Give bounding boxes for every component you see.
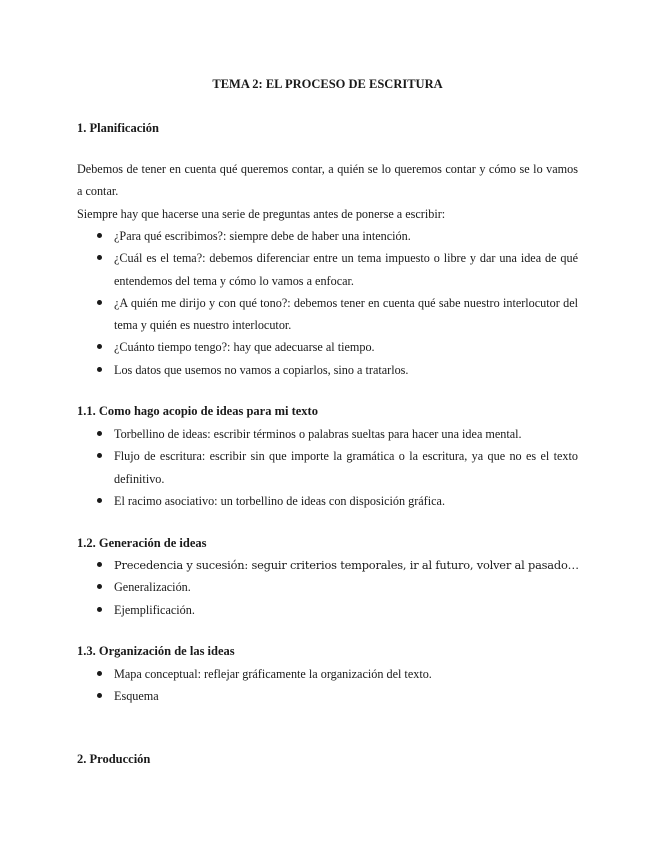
list-item [77,423,578,445]
bullet-icon [97,367,102,372]
bullet-icon [97,498,102,503]
bullet-icon [97,431,102,436]
list-item-text: El racimo asociativo: un torbellino de ideas con disposición gráfica. [114,493,445,508]
planificacion-list [77,225,578,381]
list-item [77,292,578,337]
list-item [77,576,578,598]
list-item [77,247,578,292]
list-item-text: ¿Cuánto tiempo tengo?: hay que adecuarse al tiempo. [114,340,375,355]
organizacion-list [77,663,578,708]
list-item-text: Flujo de escritura: escribir sin que importe la gramática o la escritura, ya que no es el texto definitivo. [114,449,578,486]
list-item [77,225,578,247]
list-item [77,445,578,490]
list-item-text: ¿Para qué escribimos?: siempre debe de haber una intención. [114,229,411,243]
list-item-text: Ejemplificación. [114,602,195,617]
bullet-icon [97,584,102,589]
list-item-text: ¿Cuál es el tema?: debemos diferenciar entre un tema impuesto o libre y dar una idea de qué entendemos del tema y cómo lo vamos a enfocar. [114,251,578,288]
list-item [77,336,578,358]
section-heading-produccion: 2. Producción [77,752,151,766]
bullet-icon [97,607,102,612]
bullet-icon [97,255,102,260]
document-title: TEMA 2: EL PROCESO DE ESCRITURA [212,77,443,91]
section-heading-acopio: 1.1. Como hago acopio de ideas para mi texto [77,404,318,418]
list-item [77,685,578,707]
list-item [77,599,578,621]
generacion-list [77,554,578,621]
list-item [77,554,578,576]
bullet-icon [97,344,102,349]
list-item-text: Los datos que usemos no vamos a copiarlos, sino a tratarlos. [114,362,409,377]
list-item-text: Torbellino de ideas: escribir términos o palabras sueltas para hacer una idea mental. [114,427,522,441]
section-heading-planificacion: 1. Planificación [77,121,159,135]
list-item [77,490,578,512]
list-item-text: Mapa conceptual: reflejar gráficamente la organización del texto. [114,667,432,681]
acopio-list [77,423,578,512]
intro-paragraph: Debemos de tener en cuenta qué queremos contar, a quién se lo queremos contar y cómo se lo vamos a contar. [77,162,578,198]
bullet-icon [97,300,102,305]
bullet-icon [97,671,102,676]
bullet-icon [97,233,102,238]
bullet-icon [97,453,102,458]
list-item-text: ¿A quién me dirijo y con qué tono?: debemos tener en cuenta qué sabe nuestro interlocutor del tema y quién es nuestro interlocutor. [114,295,578,333]
list-item-text: Generalización. [114,580,191,595]
bullet-icon [97,562,102,567]
list-item [77,359,578,381]
list-item [77,663,578,685]
list-item-text: Precedencia y sucesión: seguir criterios temporales, ir al futuro, volver al pasado… [114,558,579,572]
list-item-text: Esquema [114,689,159,704]
lead-paragraph: Siempre hay que hacerse una serie de preguntas antes de ponerse a escribir: [77,207,446,221]
section-heading-generacion: 1.2. Generación de ideas [77,536,207,550]
bullet-icon [97,693,102,698]
section-heading-organizacion: 1.3. Organización de las ideas [77,644,235,658]
